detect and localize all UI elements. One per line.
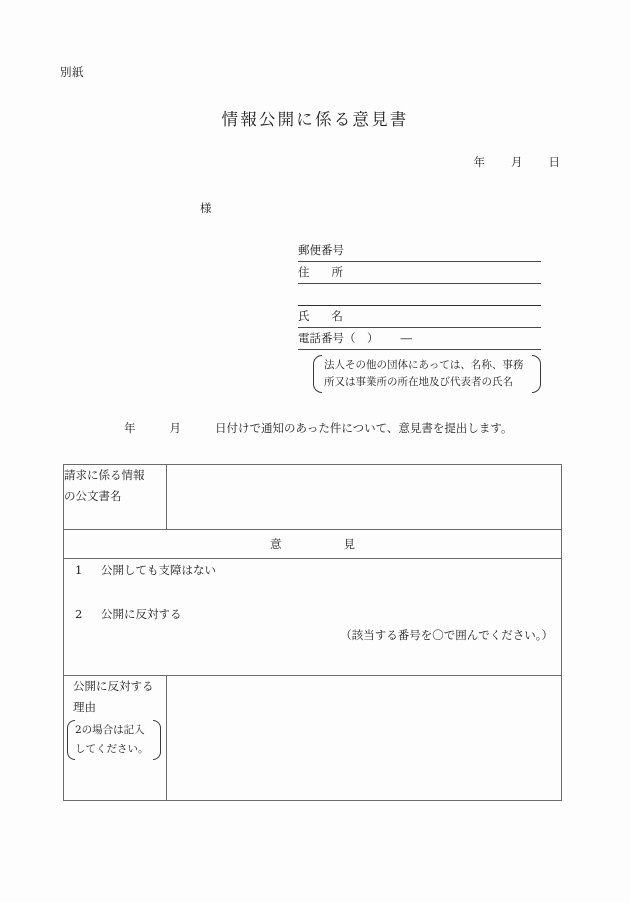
header-date-year: 年 — [473, 155, 485, 169]
choices-spacer — [64, 581, 561, 603]
opinion-choice-1-number: 1 — [75, 563, 83, 577]
reason-instruction-note-line-2: してください。 — [75, 743, 149, 755]
document-tag: 別紙 — [60, 65, 84, 79]
reason-label-cell — [64, 676, 167, 801]
header-date-month: 月 — [511, 155, 523, 169]
addressee-label: 様 — [200, 201, 212, 215]
sender-postal-code-label: 郵便番号 — [298, 243, 344, 257]
statement-month: 月 — [169, 421, 181, 435]
opinion-section-header — [64, 530, 562, 559]
reason-instruction-note-line-1: 2の場合は記入 — [75, 724, 145, 736]
sender-address-label-first: 住 — [298, 265, 310, 279]
sender-name-label-second: 名 — [331, 309, 343, 323]
corporate-entity-note-line-1: 法人その他の団体にあっては、名称、事務 — [324, 359, 524, 371]
opinion-header-inner — [270, 530, 355, 558]
statement-body: 日付けで通知のあった件について、意見書を提出します。 — [215, 421, 513, 435]
opinion-choice-2-number: 2 — [75, 607, 83, 621]
sender-address-continuation-row[interactable] — [298, 284, 541, 306]
document-name-label-line-1: 請求に係る情報 — [64, 468, 145, 482]
table-row-reason — [64, 676, 562, 801]
opinion-choice-hint: （該当する番号を〇で囲んでください。） — [340, 628, 553, 642]
opinion-header-char-1: 意 — [270, 537, 282, 551]
document-name-label-cell — [64, 465, 167, 530]
sender-postal-code-row[interactable] — [298, 240, 541, 262]
opinion-choice-1-label: 公開しても支障はない — [101, 563, 216, 577]
corporate-entity-note — [313, 354, 541, 394]
reason-input-cell[interactable] — [167, 676, 562, 801]
reason-label-line-1: 公開に反対する — [73, 679, 154, 693]
header-date-line — [380, 154, 566, 170]
header-date-day: 日 — [548, 155, 560, 169]
opinion-choice-1[interactable] — [64, 559, 561, 581]
table-row-opinion-header — [64, 530, 562, 559]
reason-label-line-2: 理由 — [73, 700, 96, 714]
sender-name-label-first: 氏 — [298, 309, 310, 323]
reason-instruction-note — [67, 719, 161, 761]
submission-statement — [124, 420, 513, 436]
opinion-form-table — [63, 464, 562, 801]
sender-address-row[interactable] — [298, 262, 541, 284]
opinion-choice-2-label: 公開に反対する — [101, 607, 182, 621]
sender-address-label-second: 所 — [331, 265, 343, 279]
statement-year: 年 — [124, 421, 136, 435]
sender-name-row[interactable] — [298, 306, 541, 328]
table-row-document-name — [64, 465, 562, 530]
opinion-header-char-2: 見 — [343, 537, 355, 551]
sender-phone-row[interactable] — [298, 328, 541, 350]
sender-phone-label: 電話番号（ ） — [298, 331, 379, 345]
document-name-label-line-2: の公文書名 — [64, 489, 122, 503]
corporate-entity-note-line-2: 所又は事業所の所在地及び代表者の氏名 — [324, 376, 513, 388]
document-name-input-cell[interactable] — [167, 465, 562, 530]
sender-phone-dash: ― — [400, 331, 412, 345]
page-title: 情報公開に係る意見書 — [221, 110, 409, 129]
opinion-choice-2[interactable] — [64, 603, 561, 625]
opinion-choices-cell — [64, 559, 562, 676]
sender-block — [298, 240, 541, 350]
table-row-choices — [64, 559, 562, 676]
